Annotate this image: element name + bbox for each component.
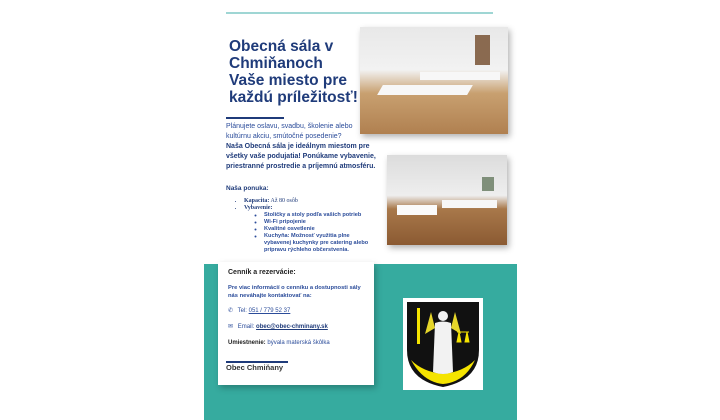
location-line bbox=[228, 340, 330, 346]
email-line bbox=[228, 323, 328, 330]
tel-link[interactable]: 051 / 779 52 37 bbox=[248, 308, 291, 314]
pricing-info: Pre viac informácií o cenníku a dostupnosti sály nás neváhajte kontaktovať na: bbox=[228, 285, 361, 299]
email-label: Email: bbox=[237, 324, 255, 330]
title-line: Chmiňanoch bbox=[229, 55, 323, 72]
title-line: každú príležitosť! bbox=[229, 89, 358, 106]
intro-text bbox=[226, 122, 376, 172]
equipment-item: ◦ Stoličky a stoly podľa vašich potrieb bbox=[264, 212, 376, 219]
equipment-item: ◦ Wi-Fi pripojenie bbox=[264, 219, 376, 226]
top-divider bbox=[226, 12, 493, 14]
window-shape bbox=[482, 177, 494, 191]
title-line: Obecná sála v bbox=[229, 38, 334, 55]
table-shape bbox=[420, 72, 500, 80]
window-shape bbox=[475, 35, 490, 65]
offer-list bbox=[236, 198, 376, 254]
intro-bold: Naša Obecná sála je ideálnym miestom pre všetky vaše podujatia! Ponúkame vybavenie, priestranné prostredie a príjemnú atmosféru. bbox=[226, 143, 376, 170]
table-shape bbox=[442, 200, 497, 208]
intro-plain: Plánujete oslavu, svadbu, školenie alebo kultúrnu akciu, smútočné posedenie? bbox=[226, 123, 353, 140]
coat-of-arms-icon bbox=[403, 298, 483, 390]
location-label: Umiestnenie: bbox=[228, 340, 266, 346]
tel-label: Tel: bbox=[237, 308, 247, 314]
equipment-item: ◦ Kvalitné osvetlenie bbox=[264, 226, 376, 233]
email-link[interactable]: obec@obec-chminany.sk bbox=[256, 324, 328, 330]
buffet-shape bbox=[397, 205, 437, 215]
table-shape bbox=[377, 85, 473, 95]
title-line: Vaše miesto pre bbox=[229, 72, 348, 89]
phone-icon: ✆ bbox=[228, 308, 234, 314]
equipment-item: ◦ Kuchyňa: Možnosť využitia plne vybavenej kuchynky pre catering alebo prípravu rýchleho občerstvenia. bbox=[264, 233, 376, 254]
offer-label: Kapacita: bbox=[244, 198, 270, 204]
email-icon: ✉ bbox=[228, 324, 234, 330]
signature: Obec Chmiňany bbox=[226, 363, 284, 372]
short-divider bbox=[226, 117, 284, 119]
offer-heading: Naša ponuka: bbox=[226, 185, 269, 192]
offer-value: Až 80 osôb bbox=[270, 198, 298, 204]
offer-item-capacity bbox=[244, 198, 376, 205]
phone-line bbox=[228, 307, 290, 314]
offer-item-equipment bbox=[244, 205, 376, 254]
hall-photo-tables bbox=[360, 27, 508, 134]
hall-photo-buffet bbox=[387, 155, 507, 245]
location-value: bývala materská škôlka bbox=[267, 340, 330, 346]
pricing-heading: Cenník a rezervácie: bbox=[228, 269, 296, 276]
offer-label: Vybavenie: bbox=[244, 205, 273, 211]
